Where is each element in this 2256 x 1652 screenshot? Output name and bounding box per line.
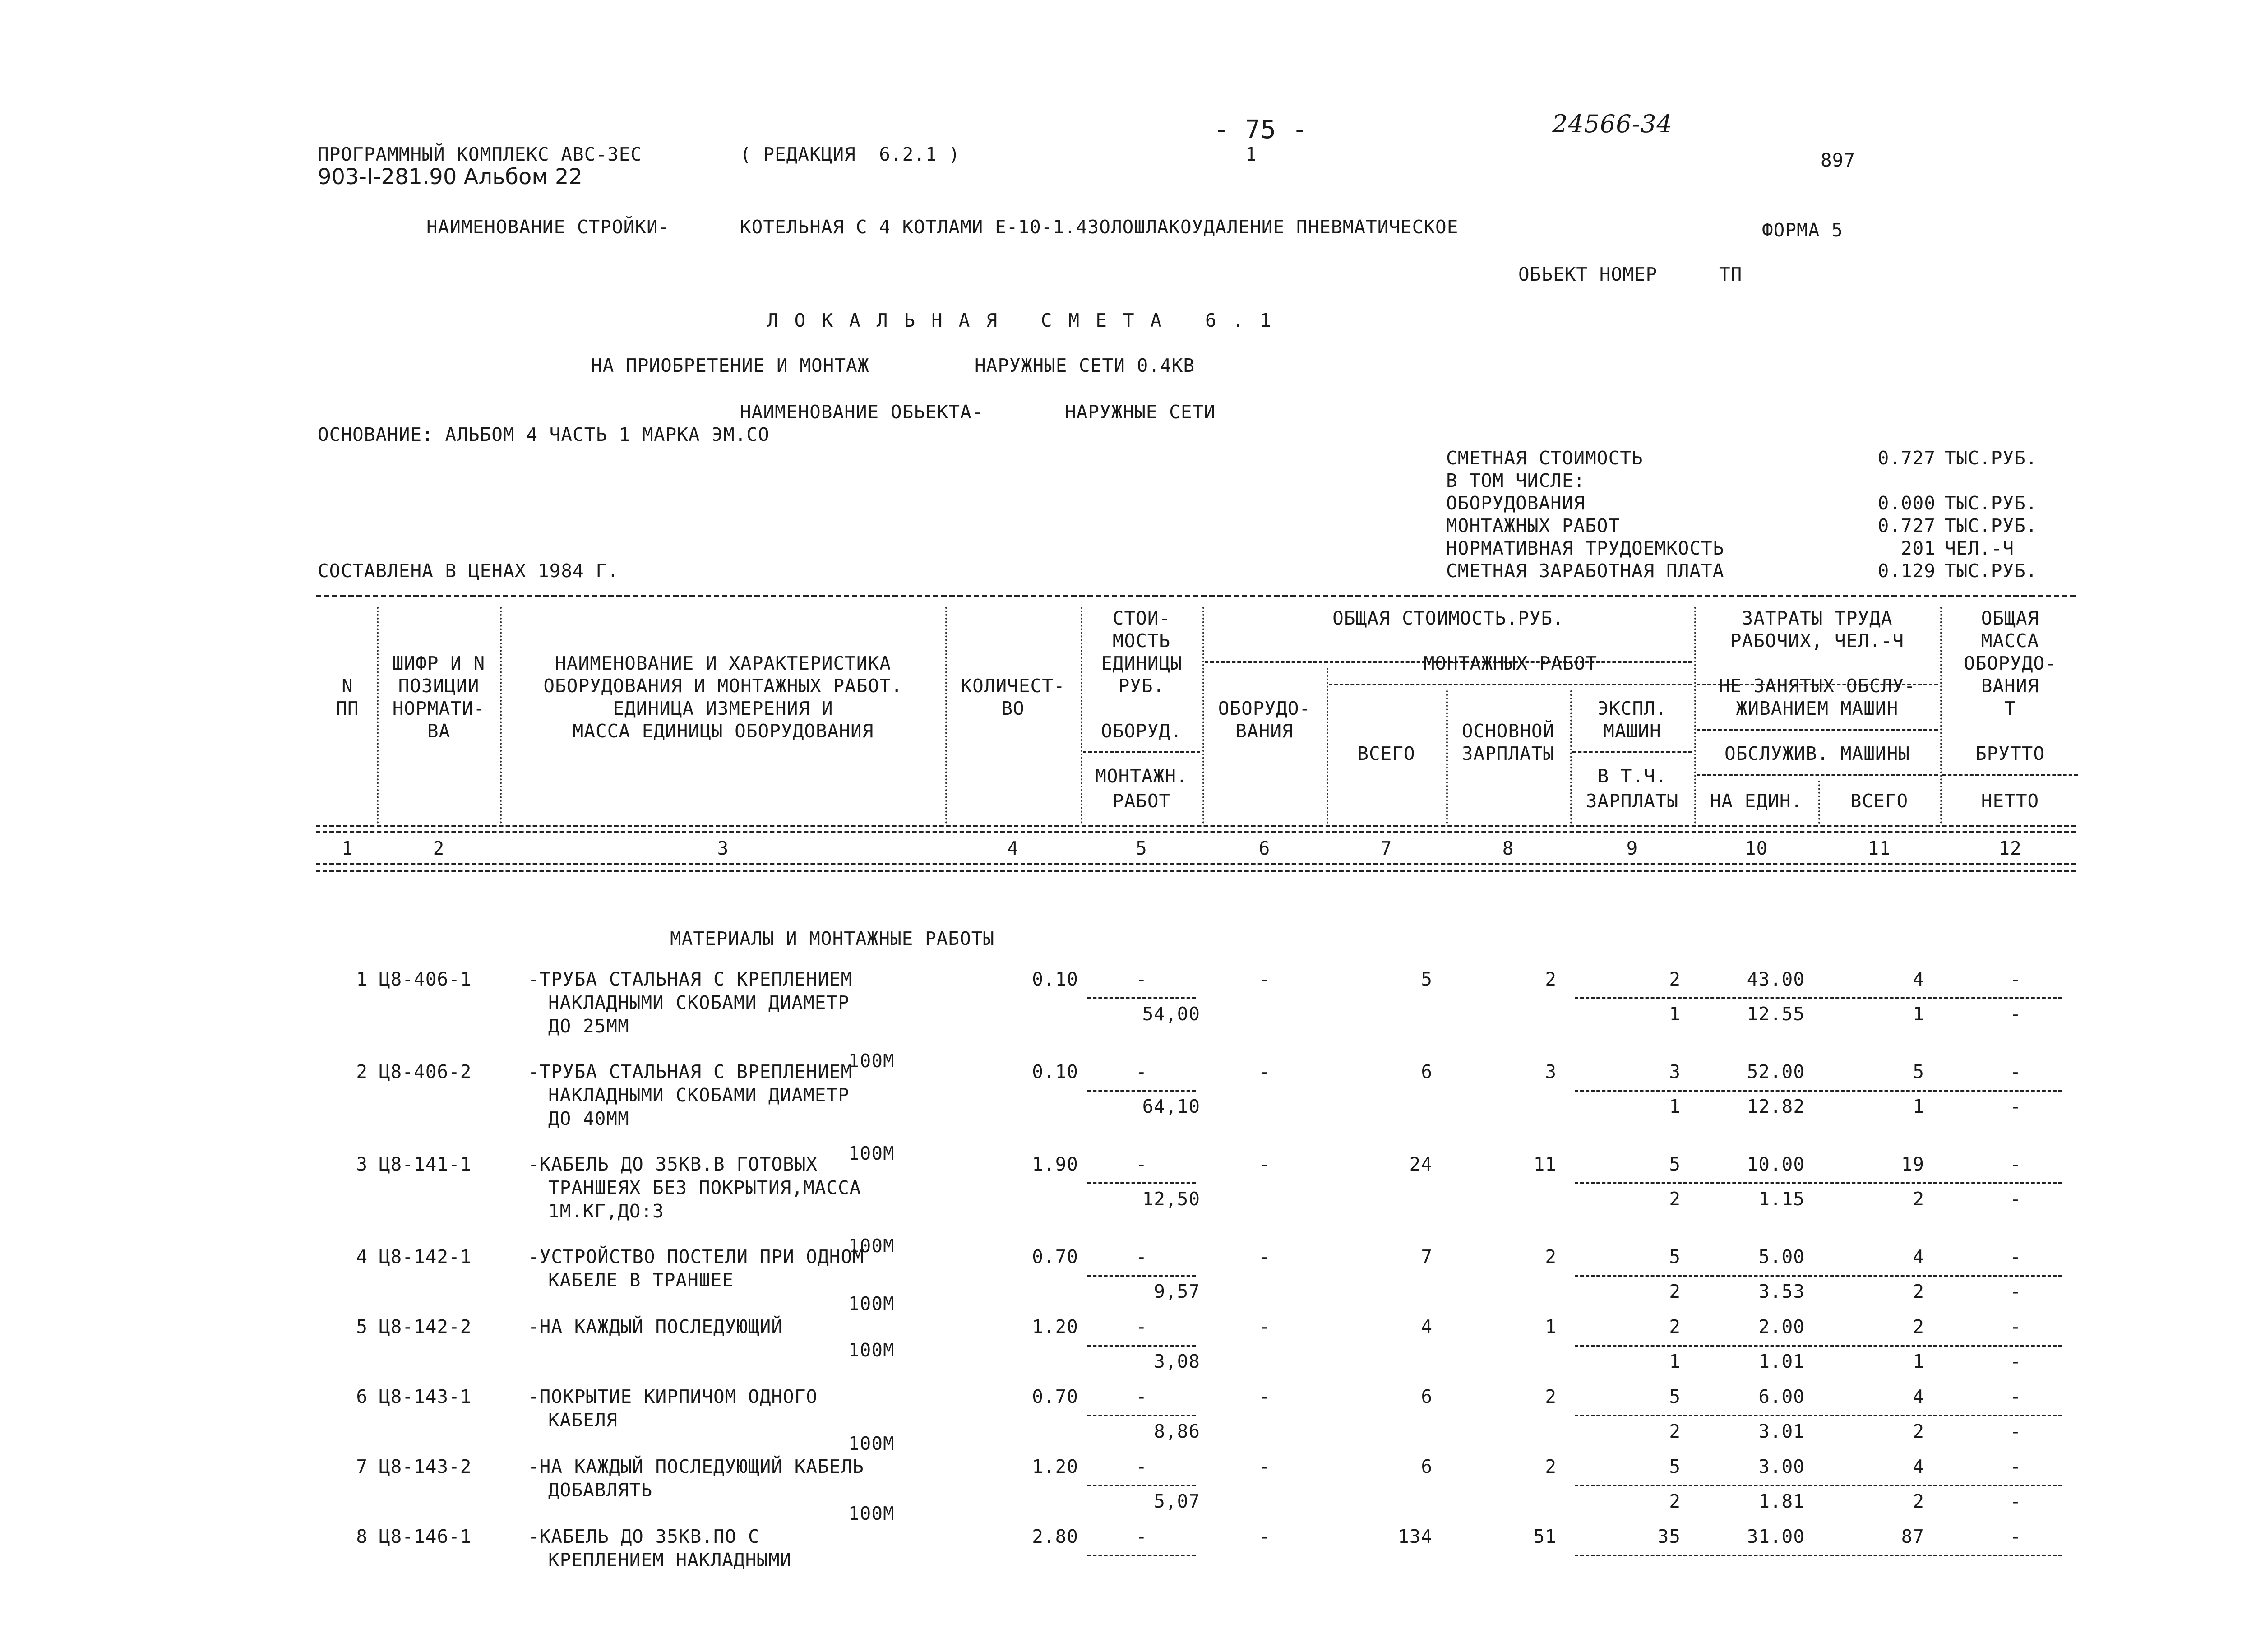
row-unit: 100М	[848, 1503, 895, 1524]
col-separator	[1327, 668, 1328, 824]
header-col11: ВСЕГО	[1850, 790, 1909, 812]
row-col10-sub: 12.55	[1747, 1003, 1805, 1025]
row-number: 4	[356, 1246, 368, 1268]
row-col10: 6.00	[1758, 1386, 1805, 1407]
column-number: 9	[1626, 838, 1638, 859]
row-mounting-cost: 9,57	[1154, 1281, 1200, 1302]
row-number: 1	[356, 968, 368, 990]
row-col9: 5	[1669, 1153, 1681, 1175]
row-number: 3	[356, 1153, 368, 1175]
row-number: 2	[356, 1061, 368, 1083]
row-col9: 3	[1669, 1061, 1681, 1083]
page-number: - 75 -	[1214, 115, 1308, 144]
prices-year: СОСТАВЛЕНА В ЦЕНАХ 1984 Г.	[318, 560, 619, 582]
header-labor-sub: ОБСЛУЖИВ. МАШИНЫ	[1724, 743, 1910, 764]
row-col8: 1	[1545, 1316, 1557, 1337]
header-col12: Т	[2004, 698, 2016, 719]
row-col6: -	[1258, 1386, 1271, 1407]
row-col9: 5	[1669, 1456, 1681, 1477]
row-name-line: -ТРУБА СТАЛЬНАЯ С КРЕПЛЕНИЕМ	[528, 968, 853, 990]
cell-underline	[1087, 1275, 1196, 1277]
row-col11-sub: 1	[1913, 1351, 1924, 1372]
row-quantity: 0.70	[1032, 1386, 1078, 1407]
header-col5: МОНТАЖН.	[1095, 765, 1188, 787]
purpose-name: НАРУЖНЫЕ СЕТИ 0.4КВ	[975, 355, 1195, 376]
row-col9-sub: 2	[1669, 1281, 1681, 1302]
row-quantity: 1.90	[1032, 1153, 1078, 1175]
header-divider	[1697, 774, 1938, 776]
summary-label: СМЕТНАЯ ЗАРАБОТНАЯ ПЛАТА	[1446, 560, 1724, 582]
row-col6: -	[1258, 1526, 1271, 1547]
row-col9: 2	[1669, 968, 1681, 990]
column-number: 6	[1258, 838, 1271, 859]
row-col11: 2	[1913, 1316, 1924, 1337]
row-equipment-cost: -	[1136, 1153, 1147, 1175]
row-col11-sub: 2	[1913, 1490, 1924, 1512]
row-col6: -	[1258, 1456, 1271, 1477]
row-equipment-cost: -	[1136, 1386, 1147, 1407]
row-col11-sub: 1	[1913, 1003, 1924, 1025]
row-quantity: 0.10	[1032, 968, 1078, 990]
purpose: НА ПРИОБРЕТЕНИЕ И МОНТАЖ	[591, 355, 869, 376]
cell-underline	[1087, 1345, 1196, 1347]
row-mounting-cost: 8,86	[1154, 1421, 1200, 1442]
row-col12: -	[2010, 1316, 2021, 1337]
header-total-cost: ОБЩАЯ СТОИМОСТЬ.РУБ.	[1332, 607, 1564, 629]
right-number: 897	[1821, 149, 1856, 171]
summary-label: СМЕТНАЯ СТОИМОСТЬ	[1446, 447, 1643, 469]
header-col5: РАБОТ	[1112, 790, 1171, 812]
row-col12-sub: -	[2010, 1188, 2021, 1210]
header-col3: НАИМЕНОВАНИЕ И ХАРАКТЕРИСТИКА	[555, 652, 891, 674]
album-reference: 903-I-281.90 Альбом 22	[318, 164, 582, 190]
row-equipment-cost: -	[1136, 1526, 1147, 1547]
row-mounting-cost: 3,08	[1154, 1351, 1200, 1372]
row-col9: 5	[1669, 1246, 1681, 1268]
row-col7: 6	[1421, 1456, 1433, 1477]
object-number: ТП	[1719, 264, 1743, 285]
row-col7: 7	[1421, 1246, 1433, 1268]
row-col12-sub: -	[2010, 1281, 2021, 1302]
sheet-number: 1	[1245, 143, 1257, 165]
header-labor: РАБОЧИХ, ЧЕЛ.-Ч	[1730, 630, 1905, 652]
summary-unit: ТЫС.РУБ.	[1945, 515, 2038, 537]
col-separator	[1940, 607, 1942, 824]
cell-underline	[1575, 1415, 2062, 1416]
row-col10: 3.00	[1758, 1456, 1805, 1477]
header-col12: МАССА	[1981, 630, 2039, 652]
row-name-line: ДО 40ММ	[548, 1108, 629, 1129]
cell-underline	[1087, 1555, 1196, 1556]
row-equipment-cost: -	[1136, 1316, 1147, 1337]
row-col12: -	[2010, 1526, 2021, 1547]
row-col11-sub: 1	[1913, 1096, 1924, 1117]
col-separator	[1818, 781, 1820, 824]
row-col11: 4	[1913, 1386, 1924, 1407]
row-col10: 52.00	[1747, 1061, 1805, 1083]
object-name: НАРУЖНЫЕ СЕТИ	[1065, 401, 1216, 423]
col-separator	[1446, 690, 1448, 824]
row-col11: 87	[1901, 1526, 1924, 1547]
row-col8: 51	[1533, 1526, 1557, 1547]
row-name-line: ДОБАВЛЯТЬ	[548, 1479, 653, 1501]
header-col9: В Т.Ч.	[1597, 765, 1667, 787]
row-col9: 35	[1657, 1526, 1681, 1547]
row-quantity: 2.80	[1032, 1526, 1078, 1547]
row-unit: 100М	[848, 1339, 895, 1361]
object-label: ОБЬЕКТ НОМЕР	[1518, 264, 1658, 285]
row-col11: 5	[1913, 1061, 1924, 1083]
header-labor: ЗАТРАТЫ ТРУДА	[1742, 607, 1893, 629]
row-col11: 4	[1913, 968, 1924, 990]
row-col12-sub: -	[2010, 1490, 2021, 1512]
summary-label: НОРМАТИВНАЯ ТРУДОЕМКОСТЬ	[1446, 537, 1724, 559]
row-col9-sub: 2	[1669, 1490, 1681, 1512]
col-separator	[1570, 690, 1572, 824]
row-name-line: ДО 25ММ	[548, 1015, 629, 1037]
column-number: 8	[1502, 838, 1514, 859]
col-separator	[1202, 607, 1204, 824]
row-code: Ц8-146-1	[379, 1526, 472, 1547]
header-col6: ВАНИЯ	[1235, 720, 1294, 742]
row-col10: 31.00	[1747, 1526, 1805, 1547]
summary-unit: ЧЕЛ.-Ч	[1945, 537, 2015, 559]
column-number: 10	[1744, 838, 1768, 859]
row-unit: 100М	[848, 1235, 895, 1257]
header-col10: НА ЕДИН.	[1710, 790, 1803, 812]
row-name-line: -КАБЕЛЬ ДО 35КВ.ПО С	[528, 1526, 760, 1547]
header-bottom-rule	[316, 825, 2076, 827]
cell-underline	[1087, 1485, 1196, 1486]
header-col12: ВАНИЯ	[1981, 675, 2039, 697]
row-col9-sub: 1	[1669, 1096, 1681, 1117]
column-number: 5	[1136, 838, 1147, 859]
row-col10: 43.00	[1747, 968, 1805, 990]
header-divider	[1697, 729, 1938, 731]
row-number: 6	[356, 1386, 368, 1407]
row-equipment-cost: -	[1136, 1246, 1147, 1268]
row-code: Ц8-143-1	[379, 1386, 472, 1407]
row-col9: 5	[1669, 1386, 1681, 1407]
column-number: 12	[1998, 838, 2022, 859]
row-col12: -	[2010, 1246, 2021, 1268]
row-unit: 100М	[848, 1143, 895, 1164]
row-name-line: -НА КАЖДЫЙ ПОСЛЕДУЮЩИЙ	[528, 1316, 783, 1337]
cell-underline	[1087, 1090, 1196, 1092]
row-code: Ц8-406-1	[379, 968, 472, 990]
cell-underline	[1575, 1485, 2062, 1486]
row-unit: 100М	[848, 1433, 895, 1454]
row-quantity: 1.20	[1032, 1456, 1078, 1477]
construction-name: КОТЕЛЬНАЯ С 4 КОТЛАМИ Е-10-1.43ОЛОШЛАКОУДАЛЕНИЕ ПНЕВМАТИЧЕСКОЕ	[740, 216, 1459, 238]
row-col6: -	[1258, 1061, 1271, 1083]
header-col1: N	[342, 675, 353, 697]
col-separator	[945, 607, 947, 824]
row-quantity: 1.20	[1032, 1316, 1078, 1337]
row-col10-sub: 1.81	[1758, 1490, 1805, 1512]
document-title: ЛОКАЛЬНАЯ СМЕТА 6.1	[767, 310, 1287, 331]
row-code: Ц8-143-2	[379, 1456, 472, 1477]
row-col12: -	[2010, 1153, 2021, 1175]
row-col12-sub: -	[2010, 1421, 2021, 1442]
col-separator	[377, 607, 379, 824]
row-col12: -	[2010, 1061, 2021, 1083]
header-col9: ЭКСПЛ.	[1597, 698, 1667, 719]
cell-underline	[1087, 1182, 1196, 1184]
header-col7: ВСЕГО	[1357, 743, 1415, 764]
cell-underline	[1087, 1415, 1196, 1416]
row-mounting-cost: 12,50	[1142, 1188, 1200, 1210]
header-col12: НЕТТО	[1981, 790, 2039, 812]
row-col11: 4	[1913, 1456, 1924, 1477]
row-col10: 5.00	[1758, 1246, 1805, 1268]
form-label: ФОРМА 5	[1762, 219, 1843, 241]
cell-underline	[1575, 1275, 2062, 1277]
column-number: 3	[717, 838, 729, 859]
row-col7: 24	[1409, 1153, 1433, 1175]
row-name-line: -НА КАЖДЫЙ ПОСЛЕДУЮЩИЙ КАБЕЛЬ	[528, 1456, 864, 1477]
summary-value: 0.129	[1877, 560, 1936, 582]
header-col2: НОРМАТИ-	[392, 698, 485, 719]
row-col8: 2	[1545, 1386, 1557, 1407]
row-col8: 3	[1545, 1061, 1557, 1083]
header-mount: МОНТАЖНЫХ РАБОТ	[1423, 652, 1598, 674]
row-col10-sub: 3.53	[1758, 1281, 1805, 1302]
row-col7: 6	[1421, 1061, 1433, 1083]
row-col9-sub: 1	[1669, 1003, 1681, 1025]
summary-value: 201	[1900, 537, 1936, 559]
row-name-line: НАКЛАДНЫМИ СКОБАМИ ДИАМЕТР	[548, 992, 850, 1013]
row-quantity: 0.70	[1032, 1246, 1078, 1268]
col-separator	[500, 607, 502, 824]
header-divider	[1329, 684, 1692, 685]
header-divider	[1083, 751, 1200, 753]
row-col8: 2	[1545, 1246, 1557, 1268]
row-col9: 2	[1669, 1316, 1681, 1337]
row-col10-sub: 12.82	[1747, 1096, 1805, 1117]
row-col7: 5	[1421, 968, 1433, 990]
row-col12-sub: -	[2010, 1096, 2021, 1117]
header-col4: КОЛИЧЕСТ-	[961, 675, 1065, 697]
header-col5: РУБ.	[1118, 675, 1165, 697]
program-name: ПРОГРАММНЫЙ КОМПЛЕКС АВС-ЗЕС	[318, 143, 643, 165]
header-col4: ВО	[1001, 698, 1025, 719]
row-col9-sub: 1	[1669, 1351, 1681, 1372]
row-name-line: КАБЕЛЯ	[548, 1409, 618, 1431]
summary-unit: ТЫС.РУБ.	[1945, 560, 2038, 582]
row-col7: 4	[1421, 1316, 1433, 1337]
row-name-line: 1М.КГ,ДО:3	[548, 1200, 664, 1222]
table-top-rule	[316, 595, 2076, 597]
row-mounting-cost: 5,07	[1154, 1490, 1200, 1512]
cell-underline	[1087, 997, 1196, 999]
edition: ( РЕДАКЦИЯ 6.2.1 )	[740, 143, 960, 165]
row-unit: 100М	[848, 1050, 895, 1072]
row-col8: 2	[1545, 1456, 1557, 1477]
row-col8: 11	[1533, 1153, 1557, 1175]
header-divider	[1572, 751, 1692, 753]
row-col10-sub: 1.15	[1758, 1188, 1805, 1210]
cell-underline	[1575, 1555, 2062, 1556]
row-col6: -	[1258, 1246, 1271, 1268]
header-col2: ВА	[427, 720, 451, 742]
column-number: 11	[1868, 838, 1891, 859]
row-col11-sub: 2	[1913, 1281, 1924, 1302]
row-number: 5	[356, 1316, 368, 1337]
section-title: МАТЕРИАЛЫ И МОНТАЖНЫЕ РАБОТЫ	[670, 928, 995, 949]
row-unit: 100М	[848, 1293, 895, 1314]
row-col12: -	[2010, 1386, 2021, 1407]
header-col5: МОСТЬ	[1112, 630, 1171, 652]
header-col8: ОСНОВНОЙ	[1461, 720, 1555, 742]
row-col10: 2.00	[1758, 1316, 1805, 1337]
row-col11-sub: 2	[1913, 1188, 1924, 1210]
summary-label: МОНТАЖНЫХ РАБОТ	[1446, 515, 1620, 537]
cell-underline	[1575, 997, 2062, 999]
row-col7: 6	[1421, 1386, 1433, 1407]
header-col5: СТОИ-	[1112, 607, 1171, 629]
row-name-line: -УСТРОЙСТВО ПОСТЕЛИ ПРИ ОДНОМ	[528, 1246, 864, 1268]
row-code: Ц8-142-2	[379, 1316, 472, 1337]
header-bottom-rule-2	[316, 831, 2076, 833]
row-equipment-cost: -	[1136, 968, 1147, 990]
summary-value: 0.000	[1877, 492, 1936, 514]
summary-unit: ТЫС.РУБ.	[1945, 447, 2038, 469]
row-name-line: -ПОКРЫТИЕ КИРПИЧОМ ОДНОГО	[528, 1386, 818, 1407]
row-col12-sub: -	[2010, 1351, 2021, 1372]
row-col12: -	[2010, 968, 2021, 990]
row-equipment-cost: -	[1136, 1061, 1147, 1083]
header-col3: ЕДИНИЦА ИЗМЕРЕНИЯ И	[613, 698, 833, 719]
row-col12-sub: -	[2010, 1003, 2021, 1025]
summary-value: 0.727	[1877, 515, 1936, 537]
basis: ОСНОВАНИЕ: АЛЬБОМ 4 ЧАСТЬ 1 МАРКА ЭМ.СО	[318, 424, 770, 445]
construction-label: НАИМЕНОВАНИЕ СТРОЙКИ-	[426, 216, 670, 238]
row-name-line: -КАБЕЛЬ ДО 35КВ.В ГОТОВЫХ	[528, 1153, 818, 1175]
header-col9: МАШИН	[1603, 720, 1661, 742]
header-col12: ОБЩАЯ	[1981, 607, 2039, 629]
column-number: 1	[342, 838, 353, 859]
row-mounting-cost: 64,10	[1142, 1096, 1200, 1117]
row-col10-sub: 3.01	[1758, 1421, 1805, 1442]
row-col6: -	[1258, 1316, 1271, 1337]
summary-unit: ТЫС.РУБ.	[1945, 492, 2038, 514]
object-name-label: НАИМЕНОВАНИЕ ОБЬЕКТА-	[740, 401, 984, 423]
header-col9: ЗАРПЛАТЫ	[1586, 790, 1679, 812]
row-col9-sub: 2	[1669, 1188, 1681, 1210]
row-col10: 10.00	[1747, 1153, 1805, 1175]
row-col6: -	[1258, 1153, 1271, 1175]
column-number: 4	[1007, 838, 1019, 859]
header-col12: ОБОРУДО-	[1964, 652, 2057, 674]
row-mounting-cost: 54,00	[1142, 1003, 1200, 1025]
col-separator	[1694, 607, 1696, 824]
cell-underline	[1575, 1182, 2062, 1184]
column-number: 2	[433, 838, 445, 859]
col-separator	[1081, 607, 1082, 824]
row-name-line: КАБЕЛЕ В ТРАНШЕЕ	[548, 1269, 734, 1291]
cell-underline	[1575, 1090, 2062, 1092]
row-col11-sub: 2	[1913, 1421, 1924, 1442]
column-number: 7	[1380, 838, 1392, 859]
row-code: Ц8-141-1	[379, 1153, 472, 1175]
row-name-line: КРЕПЛЕНИЕМ НАКЛАДНЫМИ	[548, 1549, 792, 1571]
row-name-line: НАКЛАДНЫМИ СКОБАМИ ДИАМЕТР	[548, 1084, 850, 1106]
row-name-line: ТРАНШЕЯХ БЕЗ ПОКРЫТИЯ,МАССА	[548, 1177, 861, 1199]
row-code: Ц8-142-1	[379, 1246, 472, 1268]
header-col5: ЕДИНИЦЫ	[1101, 652, 1182, 674]
header-col5: ОБОРУД.	[1101, 720, 1182, 742]
header-col1: ПП	[336, 698, 359, 719]
handwritten-code: 24566-34	[1552, 110, 1673, 138]
row-col11: 19	[1901, 1153, 1924, 1175]
row-col10-sub: 1.01	[1758, 1351, 1805, 1372]
row-col6: -	[1258, 968, 1271, 990]
row-name-line: -ТРУБА СТАЛЬНАЯ С ВРЕПЛЕНИЕМ	[528, 1061, 853, 1083]
row-quantity: 0.10	[1032, 1061, 1078, 1083]
row-col9-sub: 2	[1669, 1421, 1681, 1442]
row-code: Ц8-406-2	[379, 1061, 472, 1083]
row-col11: 4	[1913, 1246, 1924, 1268]
row-equipment-cost: -	[1136, 1456, 1147, 1477]
row-number: 8	[356, 1526, 368, 1547]
row-col12: -	[2010, 1456, 2021, 1477]
header-col6: ОБОРУДО-	[1218, 698, 1311, 719]
header-col2: ПОЗИЦИИ	[398, 675, 480, 697]
header-labor-sub: НЕ ЗАНЯТЫХ ОБСЛУ-	[1719, 675, 1916, 697]
header-col2: ШИФР И N	[392, 652, 485, 674]
numbers-bottom-rule-2	[316, 870, 2076, 872]
row-number: 7	[356, 1456, 368, 1477]
header-col12: БРУТТО	[1975, 743, 2045, 764]
header-col3: ОБОРУДОВАНИЯ И МОНТАЖНЫХ РАБОТ.	[543, 675, 903, 697]
numbers-bottom-rule	[316, 863, 2076, 865]
summary-label: В ТОМ ЧИСЛЕ:	[1446, 470, 1586, 491]
cell-underline	[1575, 1345, 2062, 1347]
summary-value: 0.727	[1877, 447, 1936, 469]
row-col8: 2	[1545, 968, 1557, 990]
header-col3: МАССА ЕДИНИЦЫ ОБОРУДОВАНИЯ	[572, 720, 874, 742]
header-divider	[1942, 774, 2078, 776]
row-col7: 134	[1397, 1526, 1433, 1547]
summary-label: ОБОРУДОВАНИЯ	[1446, 492, 1586, 514]
header-labor-sub: ЖИВАНИЕМ МАШИН	[1736, 698, 1899, 719]
header-col8: ЗАРПЛАТЫ	[1461, 743, 1555, 764]
